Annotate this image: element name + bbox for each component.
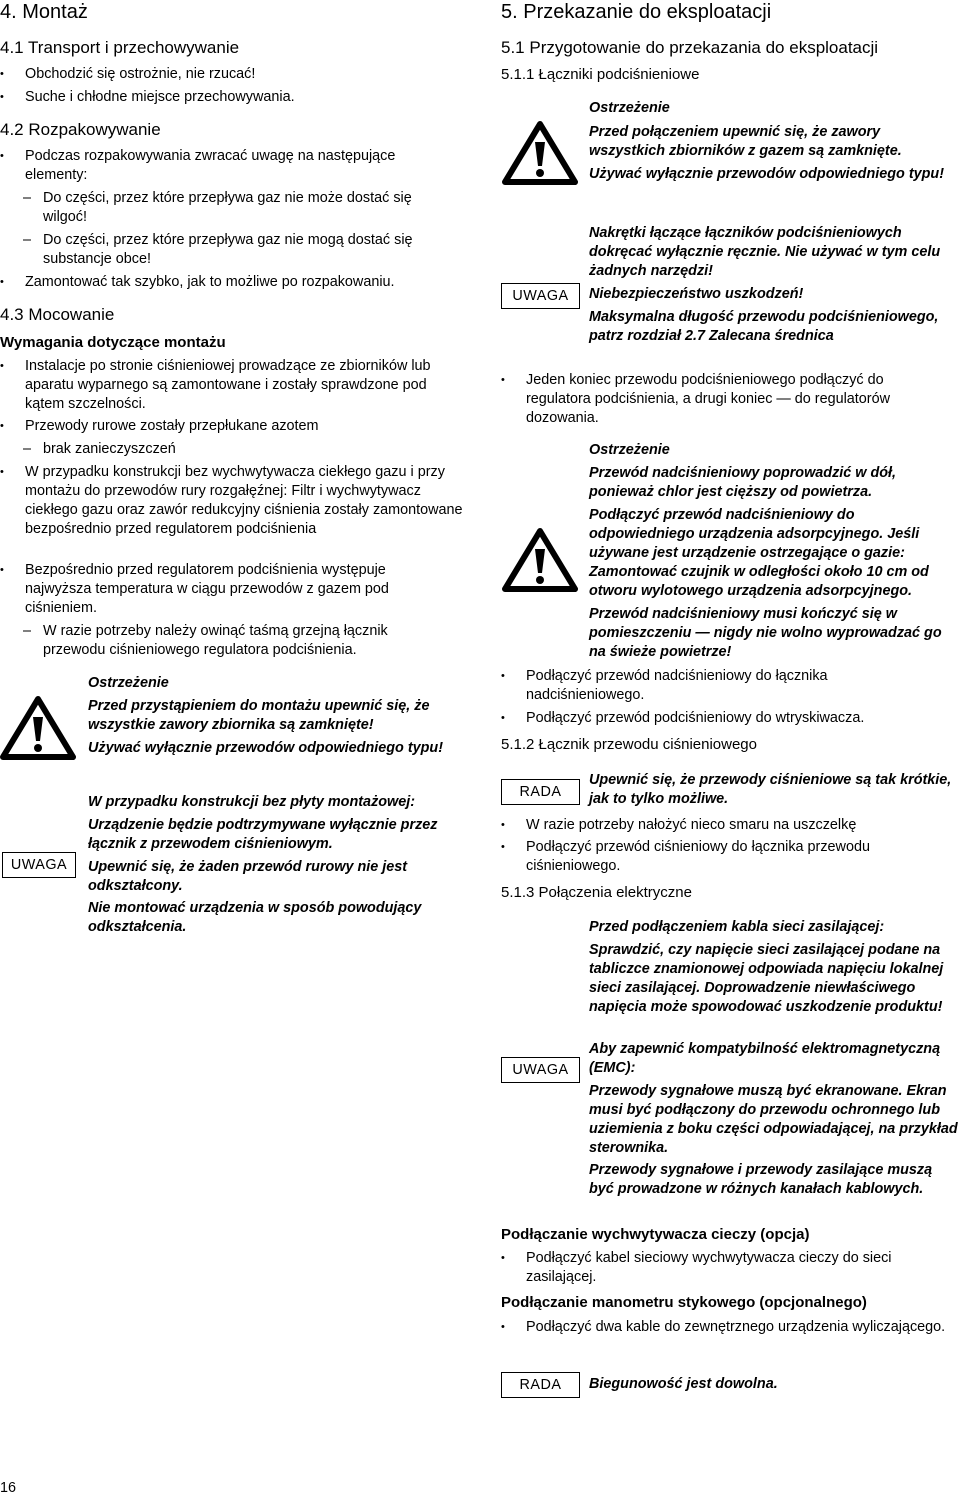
warning-title: Ostrzeżenie — [88, 675, 169, 691]
list-item: • Jeden koniec przewodu podciśnieniowego podłączyć do regulatora podciśnienia, a drugi koniec — do regulatorów dozowania. — [526, 371, 946, 428]
list-item: • W razie potrzeby nałożyć nieco smaru na uszczelkę — [526, 816, 946, 835]
notice-text: W przypadku konstrukcji bez płyty montażowej: — [88, 794, 416, 810]
warning-triangle-icon — [502, 527, 578, 593]
rada-badge: RADA — [501, 1372, 580, 1398]
section-4-1-title: 4.1 Transport i przechowywanie — [0, 38, 240, 57]
warning-triangle-icon — [0, 695, 76, 761]
warning-text: Przed przystąpieniem do montażu upewnić się, że wszystkie zawory zbiornika są zamknięte! — [88, 698, 430, 733]
list-item: – Do części, przez które przepływa gaz nie może dostać się wilgoć! — [43, 189, 458, 227]
list-item: • Podłączyć przewód nadciśnieniowy do łącznika nadciśnieniowego. — [526, 667, 946, 705]
tip-text: Upewnić się, że przewody ciśnieniowe są tak krótkie, jak to tylko możliwe. — [589, 772, 952, 807]
list-item: • Podłączyć kabel sieciowy wychwytywacza cieczy do sieci zasilającej. — [526, 1249, 946, 1287]
contact-gauge-title: Podłączanie manometru stykowego (opcjonalnego) — [501, 1294, 867, 1311]
section-5-1-3-title: 5.1.3 Połączenia elektryczne — [501, 884, 692, 901]
rada-badge: RADA — [501, 779, 580, 805]
section-4-3-subtitle: Wymagania dotyczące montażu — [0, 334, 226, 351]
liquid-trap-title: Podłączanie wychwytywacza cieczy (opcja) — [501, 1226, 810, 1243]
section-4-3-title: 4.3 Mocowanie — [0, 305, 115, 324]
list-item: • Suche i chłodne miejsce przechowywania. — [25, 88, 465, 107]
warning-title: Ostrzeżenie — [589, 100, 670, 116]
section-5-1-1-title: 5.1.1 Łączniki podciśnieniowe — [501, 66, 700, 83]
list-item: • Podczas rozpakowywania zwracać uwagę na następujące elementy: — [25, 147, 455, 185]
notice-text: Przewody sygnałowe i przewody zasilające muszą być prowadzone w różnych kanałach kablowych. — [589, 1162, 933, 1197]
list-item: – W razie potrzeby należy owinąć taśmą grzejną łącznik przewodu ciśnieniowego regulatora podciśnienia. — [43, 622, 443, 660]
warning-text: Przewód nadciśnieniowy poprowadzić w dół, ponieważ chlor jest cięższy od powietrza. — [589, 465, 897, 500]
page-number: 16 — [0, 1480, 17, 1496]
uwaga-badge: UWAGA — [501, 283, 580, 309]
list-item: • Zamontować tak szybko, jak to możliwe po rozpakowaniu. — [25, 273, 465, 292]
list-item: • Instalacje po stronie ciśnieniowej prowadzące ze zbiorników lub aparatu wyparnego są zamontowane i zostały sprawdzone pod kątem szczelności. — [25, 357, 465, 414]
warning-text: Przewód nadciśnieniowy musi kończyć się w pomieszczeniu — nigdy nie wolno wyprowadzać go na świeże powietrze! — [589, 606, 942, 660]
notice-text: Przed podłączeniem kabla sieci zasilającej: — [589, 919, 885, 935]
warning-triangle-icon — [502, 120, 578, 186]
section-5-1-title: 5.1 Przygotowanie do przekazania do eksploatacji — [501, 38, 879, 57]
list-item: • Przewody rurowe zostały przepłukane azotem — [25, 417, 465, 436]
notice-text: Niebezpieczeństwo uszkodzeń! — [589, 286, 804, 302]
list-item: • W przypadku konstrukcji bez wychwytywacza ciekłego gazu i przy montażu do przewodów rury rozgałęźnej: Filtr i wychwytywacz ciekłego gazu oraz zawór redukcyjny ciśnienia zostały zamontowane bezpośrednio przed regulatorem podciśnienia — [25, 463, 465, 539]
list-item: – brak zanieczyszczeń — [43, 440, 458, 459]
list-item: • Podłączyć dwa kable do zewnętrznego urządzenia wyliczającego. — [526, 1318, 946, 1337]
warning-text: Używać wyłącznie przewodów odpowiedniego typu! — [589, 166, 945, 182]
notice-text: Maksymalna długość przewodu podciśnieniowego, patrz rozdział 2.7 Zalecana średnica — [589, 309, 939, 344]
uwaga-badge: UWAGA — [2, 852, 76, 878]
notice-text: Nie montować urządzenia w sposób powodujący odkształcenia. — [88, 900, 422, 935]
notice-text: Przewody sygnałowe muszą być ekranowane. Ekran musi być podłączony do przewodu ochronnego lub uziemienia z boku części odpowiadającej, na przykład sterownika. — [589, 1083, 958, 1156]
list-item: – Do części, przez które przepływa gaz nie mogą dostać się substancje obce! — [43, 231, 458, 269]
list-item: • Bezpośrednio przed regulatorem podciśnienia występuje najwyższa temperatura w ciągu przewodów z gazem pod ciśnieniem. — [25, 561, 455, 618]
tip-text: Biegunowość jest dowolna. — [589, 1376, 778, 1392]
notice-text: Nakrętki łączące łączników podciśnieniowych dokręcać wyłącznie ręcznie. Nie używać w tym celu żadnych narzędzi! — [589, 225, 941, 279]
notice-text: Aby zapewnić kompatybilność elektromagnetyczną (EMC): — [589, 1041, 941, 1076]
warning-text: Podłączyć przewód nadciśnieniowy do odpowiedniego urządzenia adsorpcyjnego. Jeśli używane jest urządzenie ostrzegające o gazie: Zamontować czujnik w odległości około 10 cm od otworu wylotowego urządzenia adsorpcyjnego. — [589, 507, 929, 599]
list-item: • Podłączyć przewód podciśnieniowy do wtryskiwacza. — [526, 709, 946, 728]
section-5-1-2-title: 5.1.2 Łącznik przewodu ciśnieniowego — [501, 736, 757, 753]
list-item: • Obchodzić się ostrożnie, nie rzucać! — [25, 65, 465, 84]
warning-title: Ostrzeżenie — [589, 442, 670, 458]
list-item: • Podłączyć przewód ciśnieniowy do łącznika przewodu ciśnieniowego. — [526, 838, 946, 876]
uwaga-badge: UWAGA — [501, 1057, 580, 1083]
section-4-2-title: 4.2 Rozpakowywanie — [0, 120, 161, 139]
section-5-title: 5. Przekazanie do eksploatacji — [501, 1, 772, 23]
warning-text: Przed połączeniem upewnić się, że zawory wszystkich zbiorników z gazem są zamknięte. — [589, 124, 902, 159]
notice-text: Upewnić się, że żaden przewód rurowy nie jest odkształcony. — [88, 859, 408, 894]
section-4-title: 4. Montaż — [0, 1, 88, 23]
warning-text: Używać wyłącznie przewodów odpowiedniego typu! — [88, 740, 444, 756]
notice-text: Sprawdzić, czy napięcie sieci zasilającej podane na tabliczce znamionowej odpowiada napięciu lokalnej sieci zasilającej. Doprowadzenie niewłaściwego napięcia może spowodować uszkodzenie produktu! — [589, 942, 944, 1015]
notice-text: Urządzenie będzie podtrzymywane wyłącznie przez łącznik z przewodem ciśnieniowym. — [88, 817, 438, 852]
